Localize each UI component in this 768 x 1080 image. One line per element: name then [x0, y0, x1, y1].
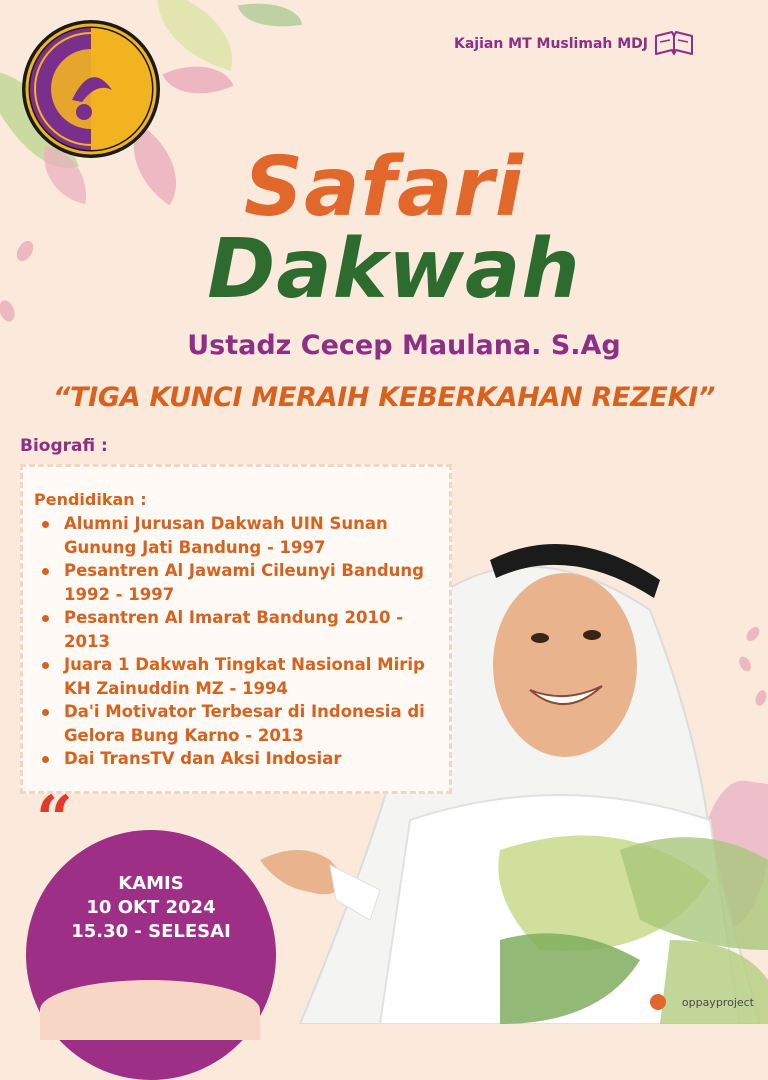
leaf-decoration — [238, 0, 302, 35]
credit-text: oppayproject — [681, 996, 754, 1009]
kajian-label: Kajian MT Muslimah MDJ — [453, 36, 648, 52]
speaker-name: Ustadz Cecep Maulana. S.Ag — [187, 330, 621, 361]
list-item: Pesantren Al Imarat Bandung 2010 - 2013 — [38, 606, 448, 653]
list-item: Pesantren Al Jawami Cileunyi Bandung 1992 - 1997 — [38, 559, 448, 606]
title-line-1: Safari — [244, 140, 524, 235]
schedule-date: 10 OKT 2024 — [86, 897, 216, 918]
quote-icon: “ — [36, 782, 73, 857]
list-item: Da'i Motivator Terbesar di Indonesia di Gelora Bung Karno - 2013 — [38, 700, 448, 747]
list-item: Alumni Jurusan Dakwah UIN Sunan Gunung Jati Bandung - 1997 — [38, 512, 448, 559]
title-line-2: Dakwah — [207, 222, 581, 317]
schedule-text — [26, 872, 276, 944]
biography-label: Biografi : — [20, 436, 108, 456]
education-list — [38, 512, 448, 771]
circle-highlight — [40, 980, 260, 1040]
theme-text: “TIGA KUNCI MERAIH KEBERKAHAN REZEKI” — [52, 382, 716, 413]
book-icon — [652, 28, 696, 58]
globe-icon — [650, 994, 666, 1010]
list-item: Juara 1 Dakwah Tingkat Nasional Mirip KH Zainuddin MZ - 1994 — [38, 653, 448, 700]
education-label: Pendidikan : — [34, 490, 147, 509]
list-item: Dai TransTV dan Aksi Indosiar — [38, 747, 448, 771]
schedule-circle — [26, 830, 276, 1080]
logo-ring-icon — [22, 20, 160, 158]
masjid-logo — [22, 20, 160, 158]
schedule-time: 15.30 - SELESAI — [71, 921, 231, 942]
schedule-day: KAMIS — [118, 873, 184, 894]
